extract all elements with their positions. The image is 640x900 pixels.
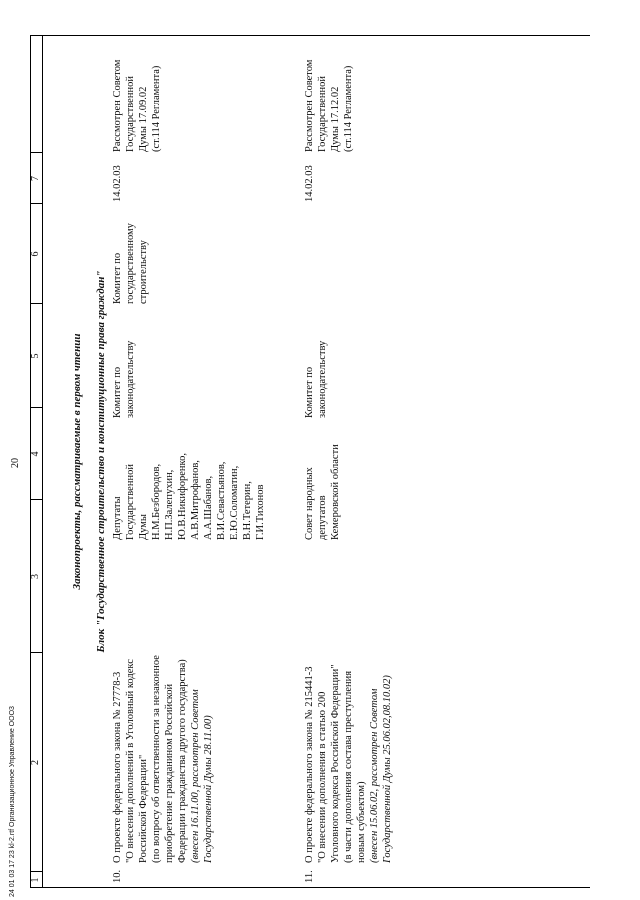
document-sheet [30, 35, 590, 888]
consideration-date: 14.02.03 [112, 165, 123, 202]
author-line: Г.И.Тихонов [255, 484, 266, 540]
bill-status [303, 36, 355, 152]
sheet-left-edge [30, 887, 590, 888]
author-line: депутатов [317, 495, 328, 540]
bill-note-line: Государственной Думы 25.06.02,08.10.02) [382, 675, 393, 863]
bill-note-line: (внесен 15.06.02, рассмотрен Советом [369, 688, 380, 863]
bill-note-line: (внесен 16.11.00, рассмотрен Советом [190, 689, 201, 863]
author-line: В.И.Севастьянов, [216, 461, 227, 540]
author-line: Н.П.Залепухин, [164, 469, 175, 540]
page-number: 20 [10, 458, 21, 468]
responsible-committee [111, 310, 137, 418]
author-line: Ю.В.Никифоренко, [177, 453, 188, 540]
col-header-1: 1 [30, 877, 41, 883]
bill-title-line: "О внесении дополнений в Уголовный кодекс [125, 659, 136, 863]
author-line: Е.Ю.Соломатин, [229, 465, 240, 540]
status-line: Рассмотрен Советом [304, 59, 315, 152]
committee-line: законодательству [317, 340, 328, 418]
col-header-5: 5 [30, 353, 41, 359]
block-title: Блок "Государственное строительство и конституционные права граждан" [95, 270, 107, 653]
col-header-2: 2 [30, 760, 41, 765]
author-line: Депутаты [112, 496, 123, 540]
bill-title-line: (по вопросу об ответственности за незаконное [151, 655, 162, 863]
bill-title-line: Уголовного кодекса Российской Федерации" [330, 664, 341, 863]
co-committee-line: государственному [125, 223, 136, 304]
col-header-3: 3 [30, 574, 41, 579]
bill-title-line: "О внесении дополнения в статью 200 [317, 691, 328, 863]
bill-note-line: Государственной Думы 28.11.00) [203, 715, 214, 863]
status-line: Государственной [317, 76, 328, 152]
co-committee-line: строительству [138, 240, 149, 304]
author-line: Кемеровской области [330, 444, 341, 540]
co-committee [111, 204, 150, 304]
status-line: Государственной [125, 76, 136, 152]
bill-title-line: О проекте федерального закона № 27778-3 [112, 671, 123, 863]
status-line: Думы 17.12.02 [330, 86, 341, 152]
author-line: Думы [138, 514, 149, 540]
status-line: (ст.114 Регламента) [343, 65, 354, 152]
author-line: В.Н.Тетерин, [242, 481, 253, 540]
bill-description [111, 603, 215, 863]
author-line: Государственной [125, 464, 136, 540]
committee-line: Комитет по [304, 366, 315, 418]
col-header-6: 6 [30, 251, 41, 257]
status-line: Рассмотрен Советом [112, 59, 123, 152]
consideration-date: 14.02.03 [304, 165, 315, 202]
bill-title-line: Федерации гражданства другого государства) [177, 659, 188, 863]
bill-title-line: (в части дополнения состава преступления [343, 670, 354, 863]
co-committee-line: Комитет по [112, 252, 123, 304]
bill-title-line: О проекте федерального закона № 215441-3 [304, 666, 315, 863]
bill-authors [111, 422, 267, 540]
status-line: (ст.114 Регламента) [151, 65, 162, 152]
col-header-4: 4 [30, 451, 41, 457]
header-bottom-border [42, 35, 43, 888]
bill-title-line: Российской Федерации" [138, 754, 149, 863]
bill-authors [303, 422, 342, 540]
author-line: Н.М.Безбородов, [151, 463, 162, 540]
status-line: Думы 17.09.02 [138, 86, 149, 152]
bill-status [111, 36, 163, 152]
author-line: А.А.Шабанов, [203, 475, 214, 540]
col-header-7: 7 [30, 176, 41, 181]
committee-line: Комитет по [112, 366, 123, 418]
document-footer: 24 01 03 17 23 kl-2.rtf Организационное Управление ООО3 [9, 706, 16, 897]
author-line: А.В.Митрофанов, [190, 460, 201, 540]
bill-description [303, 603, 394, 863]
author-line: Совет народных [304, 467, 315, 540]
row-number: 10. [112, 869, 123, 883]
committee-line: законодательству [125, 340, 136, 418]
section-title: Законопроекты, рассматриваемые в первом чтении [71, 333, 83, 590]
bill-title-line: приобретение гражданином Российской [164, 683, 175, 863]
responsible-committee [303, 310, 329, 418]
row-number: 11. [304, 870, 315, 883]
bill-title-line: новым субъектом) [356, 781, 367, 863]
